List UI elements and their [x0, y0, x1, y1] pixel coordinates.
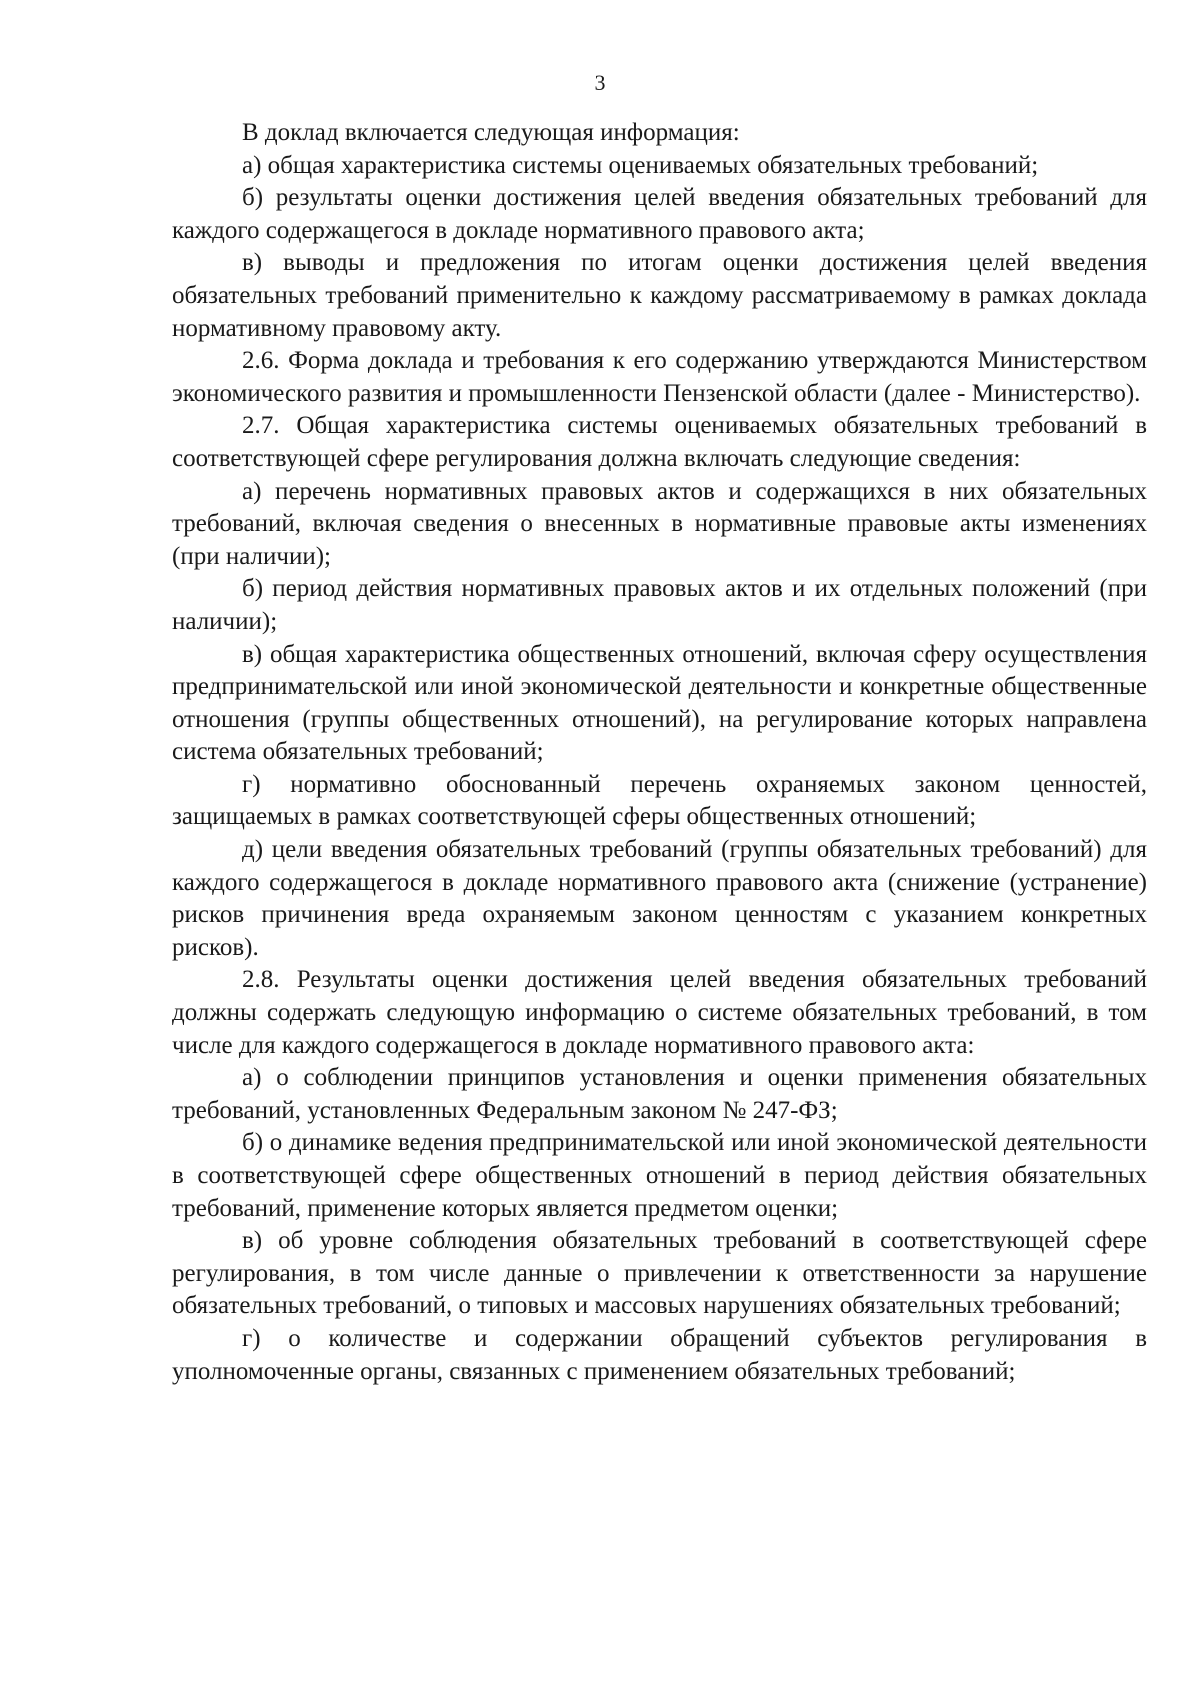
paragraph-2-7-d: д) цели введения обязательных требований (группы обязательных требований) для каждого содержащегося в докладе нормативного правового акта (снижение (устранение) рисков причинения вреда охраняемым законом ценностям с указанием конкретных рисков).	[172, 836, 1147, 961]
page-number: 3	[594, 70, 606, 95]
paragraph-2-6: 2.6. Форма доклада и требования к его содержанию утверждаются Министерством экономического развития и промышленности Пензенской области (далее - Министерство).	[172, 347, 1147, 407]
document-body	[172, 117, 1147, 1388]
paragraph-2-7-a: а) перечень нормативных правовых актов и содержащихся в них обязательных требований, включая сведения о внесенных в нормативные правовые акты изменениях (при наличии);	[172, 477, 1147, 570]
paragraph-2-7: 2.7. Общая характеристика системы оцениваемых обязательных требований в соответствующей сфере регулирования должна включать следующие сведения:	[172, 412, 1147, 472]
paragraph-2-7-g: г) нормативно обоснованный перечень охраняемых законом ценностей, защищаемых в рамках соответствующей сферы общественных отношений;	[172, 770, 1147, 831]
paragraph-2-7-v: в) общая характеристика общественных отношений, включая сферу осуществления предпринимательской или иной экономической деятельности и конкретные общественные отношения (группы общественных отношений), на регулирование которых направлена система обязательных требований;	[172, 640, 1147, 766]
paragraph-2-8-g: г) о количестве и содержании обращений субъектов регулирования в уполномоченные органы, связанных с применением обязательных требований;	[172, 1324, 1147, 1385]
paragraph-item-b: б) результаты оценки достижения целей введения обязательных требований для каждого содержащегося в докладе нормативного правового акта;	[172, 184, 1147, 244]
paragraph-2-8-b: б) о динамике ведения предпринимательской или иной экономической деятельности в соответствующей сфере общественных отношений в период действия обязательных требований, применение которых является предметом оценки;	[172, 1129, 1147, 1222]
paragraph-2-7-b: б) период действия нормативных правовых актов и их отдельных положений (при наличии);	[172, 575, 1147, 635]
paragraph-item-v: в) выводы и предложения по итогам оценки достижения целей введения обязательных требований применительно к каждому рассматриваемому в рамках доклада нормативному правовому акту.	[172, 249, 1147, 342]
paragraph-2-8-v: в) об уровне соблюдения обязательных требований в соответствующей сфере регулирования, в том числе данные о привлечении к ответственности за нарушение обязательных требований, о типовых и массовых нарушениях обязательных требований;	[172, 1227, 1147, 1320]
paragraph-2-8: 2.8. Результаты оценки достижения целей введения обязательных требований должны содержать следующую информацию о системе обязательных требований, в том числе для каждого содержащегося в докладе нормативного правового акта:	[172, 966, 1147, 1059]
paragraph-2-8-a: а) о соблюдении принципов установления и оценки применения обязательных требований, установленных Федеральным законом № 247-ФЗ;	[172, 1064, 1147, 1124]
paragraph-intro: В доклад включается следующая информация:	[242, 119, 740, 146]
paragraph-item-a: а) общая характеристика системы оцениваемых обязательных требований;	[242, 151, 1039, 179]
